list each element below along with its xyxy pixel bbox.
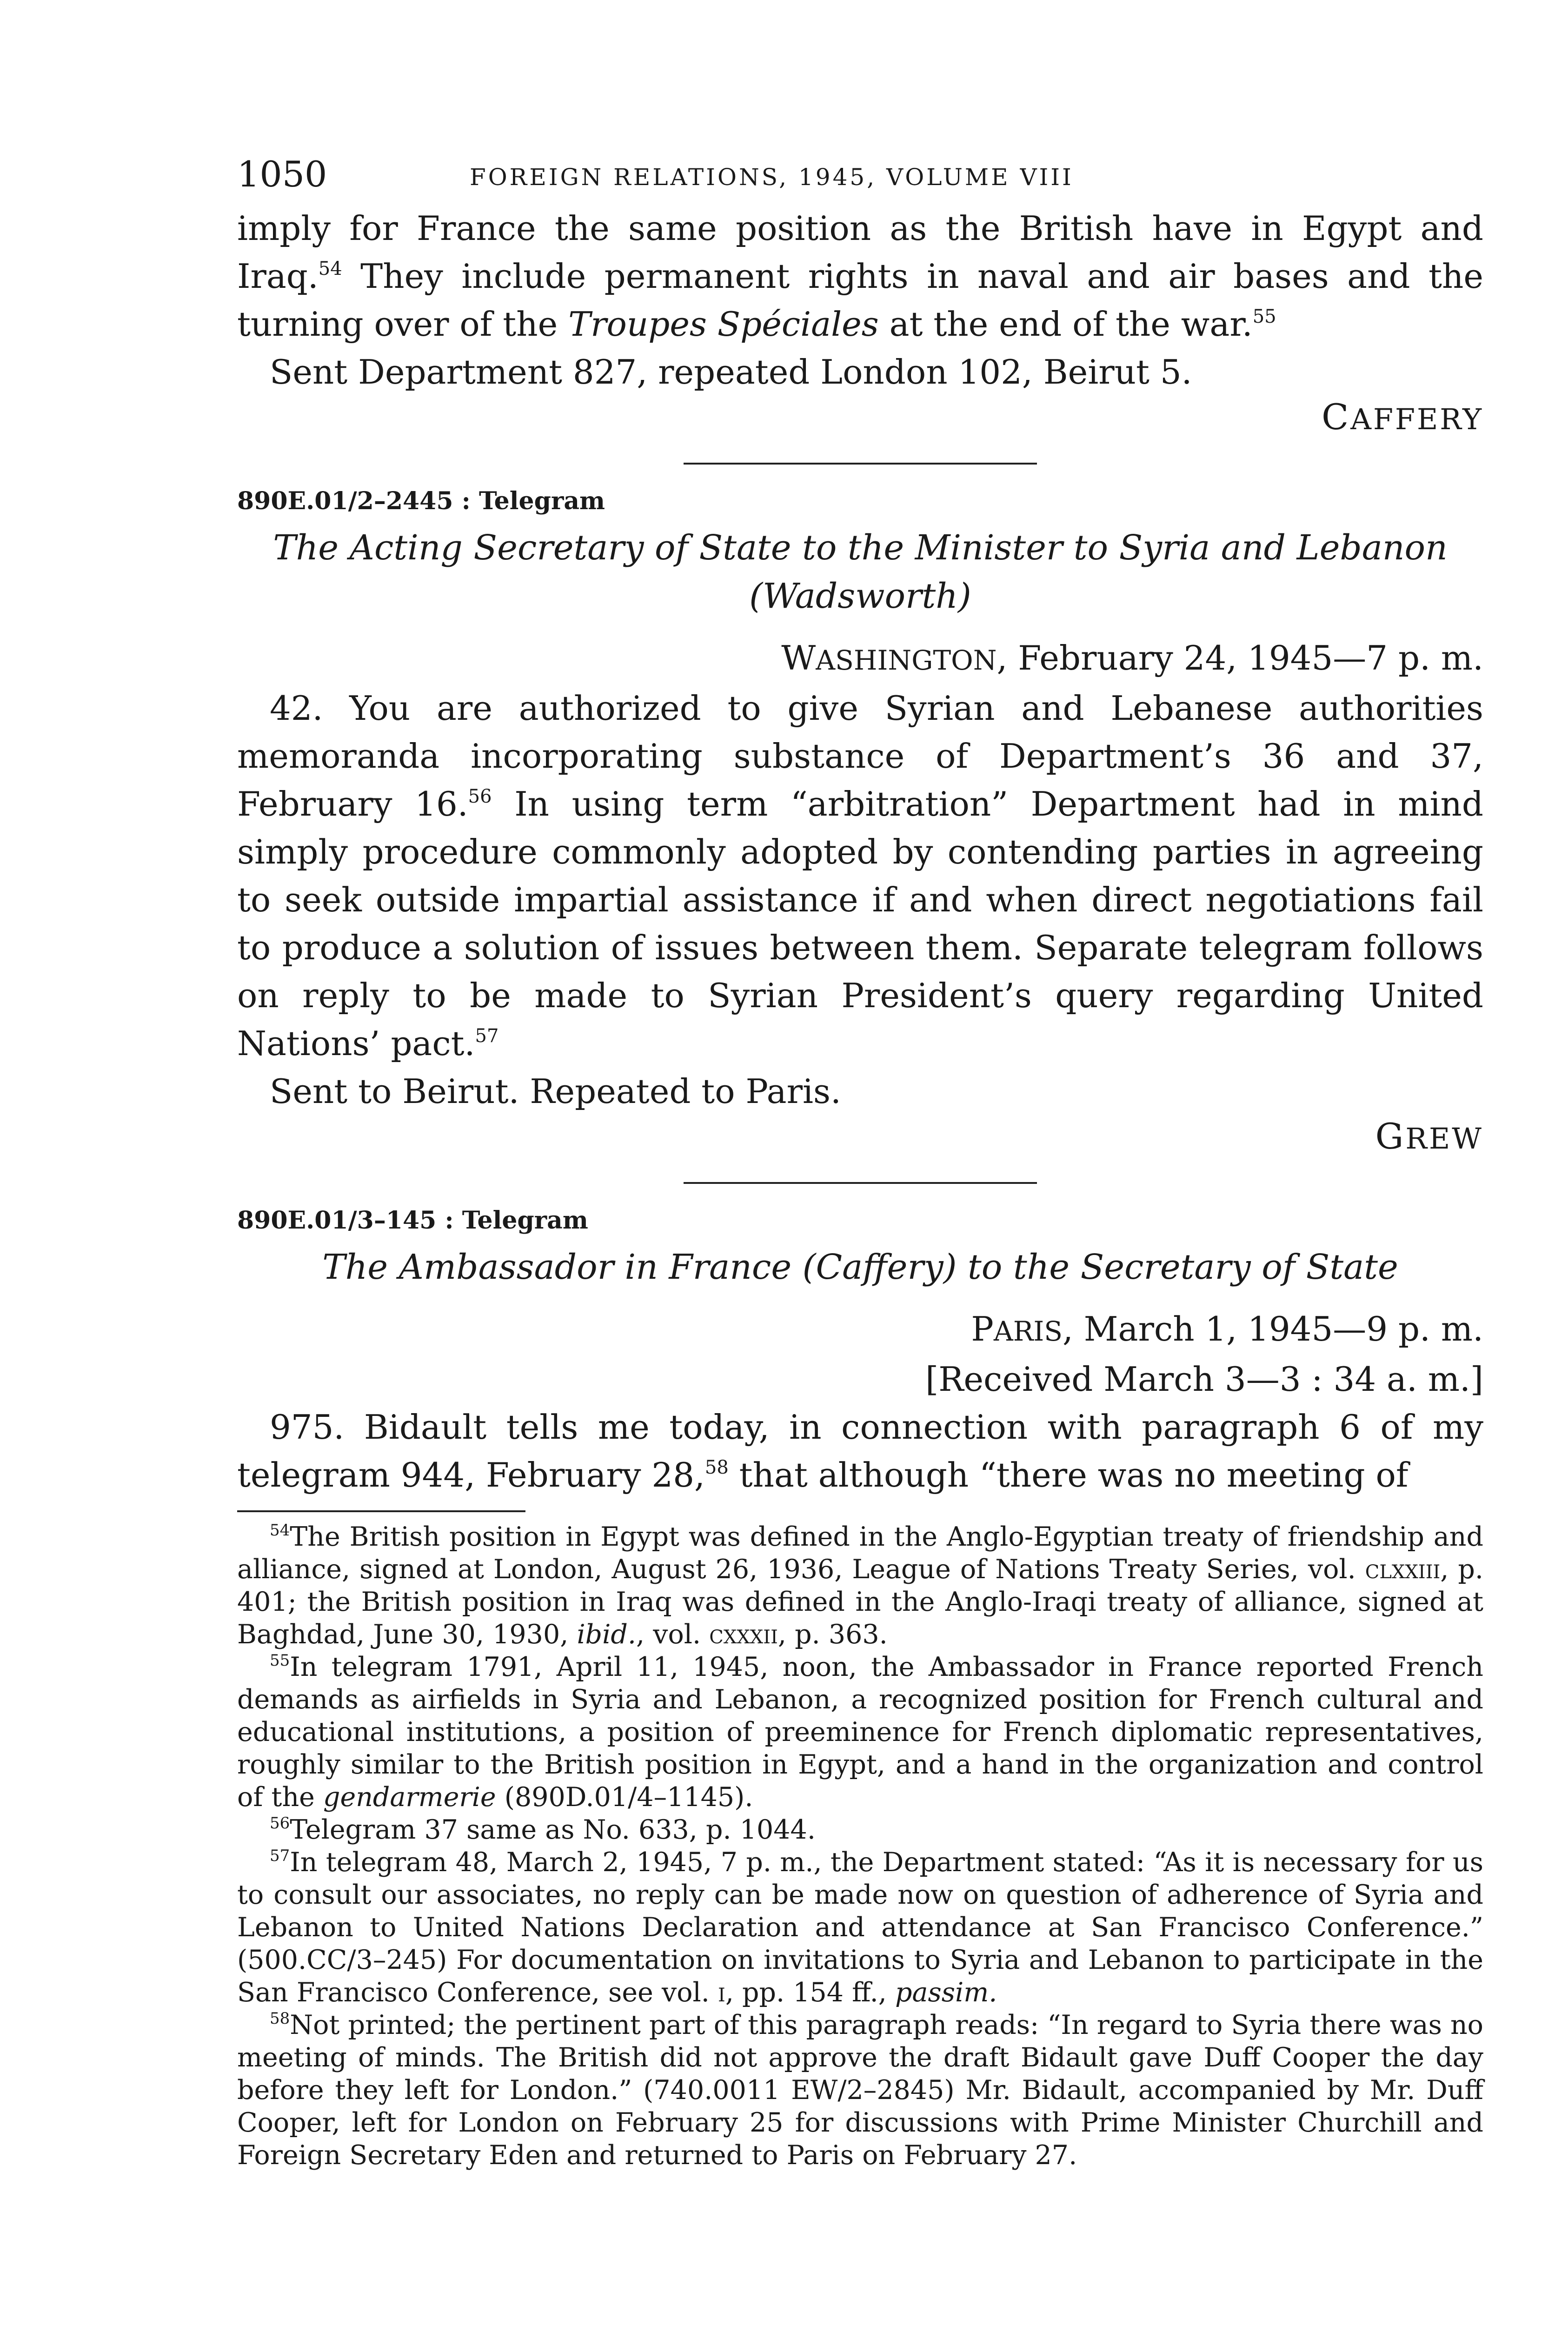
signature-grew: GREW [1375, 1116, 1483, 1157]
file-reference: 890E.01/2–2445 : Telegram [237, 487, 605, 515]
footnote-ref-57[interactable]: 57 [475, 1025, 499, 1047]
sent-line: Sent to Beirut. Repeated to Paris. [270, 1072, 841, 1111]
footnote: $^{56}$Telegram 37 same as No. 633, p. 1044. [270, 1814, 816, 1845]
dateline: PARIS, March 1, 1945—9 p. m. [971, 1309, 1483, 1348]
footnote: $^{57}$In telegram 48, March 2, 1945, 7 p. m., the Department stated: “As it is necessary for us to consult our associates, no reply can be made now on question of adherence of Syria and Lebanon to United Nations Declaration and attendance at San Francisco Conference.” (500.CC/3–245) For documentation on invitations to Syria and Lebanon to participate in the San Francisco Conference, see vol. i, pp. 154 ff., passim. [237, 1847, 1483, 2008]
footnotes [237, 1521, 1483, 2172]
received-line: [Received March 3—3 : 34 a. m.] [925, 1360, 1483, 1399]
footnote-divider [237, 1510, 525, 1512]
footnote-ref-56[interactable]: 56 [468, 786, 492, 807]
section-divider [684, 1182, 1037, 1184]
telegram-body: 42. You are authorized to give Syrian and Lebanese authorities memoranda incorporating substance of Department’s 36 and 37, February 16.56 In using term “arbitration” Department had in mind simply procedure commonly adopted by contending parties in agreeing to seek outside impartial assistance if and when direct negotiations fail to produce a solution of issues between them. Separate telegram follows on reply to be made to Syrian President’s query regarding United Nations’ pact.$^{57}$ [237, 689, 1483, 1063]
section-divider [684, 463, 1037, 465]
continued-paragraph: imply for France the same position as the British have in Egypt and Iraq.$^{54}$ They include permanent rights in naval and air bases and the turning over of the Troupes Spéciales at the end of the war.$^{55}$ [237, 209, 1483, 344]
troupes-speciales: Troupes Spéciales [568, 305, 879, 344]
file-reference: 890E.01/3–145 : Telegram [237, 1206, 588, 1235]
footnote: $^{54}$The British position in Egypt was defined in the Anglo-Egyptian treaty of friendship and alliance, signed at London, August 26, 1936, League of Nations Treaty Series, vol. clxxiii, p. 401; the British position in Iraq was defined in the Anglo-Iraqi treaty of alliance, signed at Baghdad, June 30, 1930, ibid., vol. cxxxii, p. 363. [237, 1521, 1484, 1650]
dateline: WASHINGTON, February 24, 1945—7 p. m. [781, 638, 1483, 678]
signature-caffery: CAFFERY [1322, 396, 1483, 438]
page-number: 1050 [237, 153, 327, 195]
footnote: $^{58}$Not printed; the pertinent part of this paragraph reads: “In regard to Syria there was no meeting of minds. The British did not approve the draft Bidault gave Duff Cooper the day before they left for London.” (740.0011 EW/2–2845) Mr. Bidault, accompanied by Mr. Duff Cooper, left for London on February 25 for discussions with Prime Minister Churchill and Foreign Secretary Eden and returned to Paris on February 27. [237, 2009, 1483, 2171]
footnote-ref-55[interactable]: 55 [1252, 306, 1276, 327]
sent-line: Sent Department 827, repeated London 102, Beirut 5. [270, 352, 1192, 392]
document-page [237, 153, 1483, 2172]
footnote-ref-58[interactable]: 58 [704, 1457, 729, 1478]
document-heading: The Ambassador in France (Caffery) to the Secretary of State [322, 1247, 1398, 1287]
running-title: FOREIGN RELATIONS, 1945, VOLUME VIII [470, 164, 1074, 191]
footnote: $^{55}$In telegram 1791, April 11, 1945, noon, the Ambassador in France reported French demands as airfields in Syria and Lebanon, a recognized position for French cultural and educational institutions, a position of preeminence for French diplomatic representatives, roughly similar to the British position in Egypt, and a hand in the organization and control of the gendarmerie (890D.01/4–1145). [237, 1651, 1483, 1813]
telegram-body: 975. Bidault tells me today, in connection with paragraph 6 of my telegram 944, February 28,58 that although “there was no meeting of [237, 1408, 1483, 1495]
running-header [237, 153, 1483, 205]
footnote-ref-54[interactable]: 54 [318, 258, 342, 279]
document-heading: The Acting Secretary of State to the Minister to Syria and Lebanon (Wadsworth) [273, 528, 1448, 616]
